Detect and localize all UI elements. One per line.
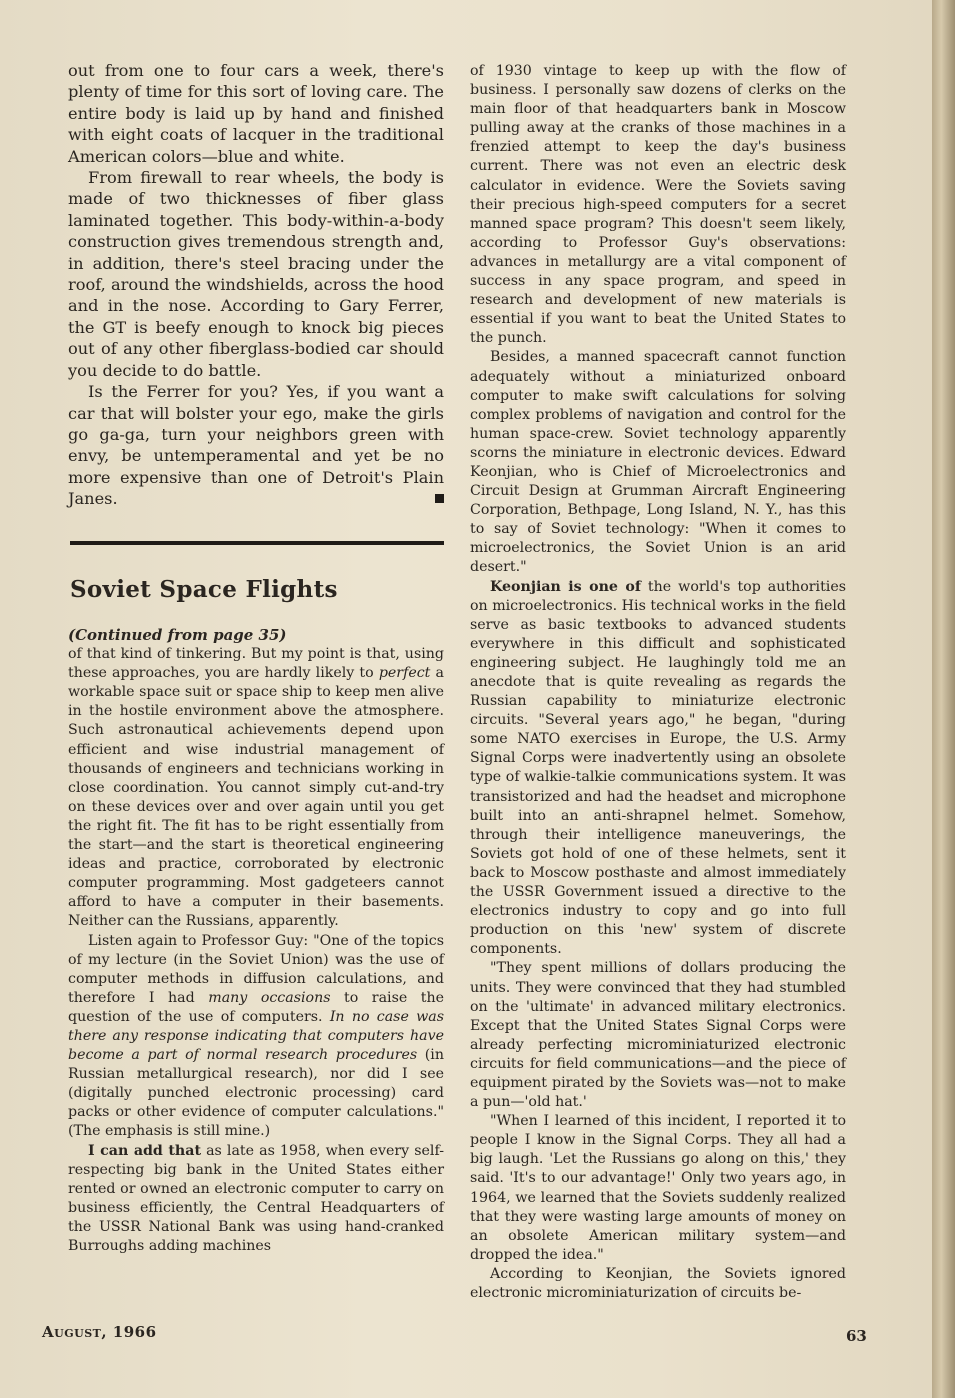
right-paragraph-3-text: the world's top authorities on microelectronics. His technical works in the field serve as basic textbooks to advanced students everywhere in this difficult and sophisticated engineering subject. He laughingly told me an anecdote that is quite revealing as regards the Russian capability to miniaturize electronic circuits. "Several years ago," he began, "during some NATO exercises in Europe, the U.S. Army Signal Corps were inadvertently using an obsolete type of walkie-talkie communications system. It was transistorized and had the headset and microphone built into an anti-shrapnel helmet. Somehow, through their intelligence maneuverings, the Soviets got hold of one of these helmets, sent it back to Moscow posthaste and almost immediately the USSR Government issued a directive to the electronics industry to copy and go into full production on this 'new' system of discrete components.	[470, 578, 846, 958]
left-column-article	[68, 626, 444, 1256]
continued-note: (Continued from page 35)	[68, 626, 287, 644]
text-run: many occasions	[208, 989, 331, 1006]
article-divider	[70, 541, 444, 545]
left-column-top	[68, 60, 444, 510]
article-headline: Soviet Space Flights	[70, 576, 338, 603]
text-run: (in Russian metallurgical research), nor did I see (digitally punched electronic processing) card packs or other evidence of computer calculations." (The emphasis is still mine.)	[68, 1047, 444, 1140]
right-paragraph-2: Besides, a manned spacecraft cannot function adequately without a miniaturized onboard computer to make swift calculations for solving complex problems of navigation and control for the human space-crew. Soviet technology apparently scorns the miniature in electronic devices. Edward Keonjian, who is Chief of Microelectronics and Circuit Design at Grumman Aircraft Engineering Corporation, Bethpage, Long Island, N. Y., has this to say of Soviet technology: "When it comes to microelectronics, the Soviet Union is an arid desert."	[470, 349, 846, 576]
right-paragraph-5: "When I learned of this incident, I reported it to people I know in the Signal Corps. They all had a big laugh. 'Let the Russians go along on this,' they said. 'It's to our advantage!' Only two years ago, in 1964, we learned that the Soviets suddenly realized that they were wasting large amounts of money on an obsolete American military system—and dropped the idea."	[470, 1113, 846, 1263]
article-paragraph-1	[68, 645, 444, 931]
article-paragraph-3	[68, 1142, 444, 1257]
text-run: of that kind of tinkering. But my point is that, using these approaches, you are hardly likely to	[68, 646, 444, 682]
car-paragraph-3	[68, 381, 444, 509]
right-paragraph-4: "They spent millions of dollars producing the units. They were convinced that they had stumbled on the 'ultimate' in advanced military electronics. Except that the United States Signal Corps were already perfecting microminiaturized electronic circuits for field communications—and the piece of equipment pirated by the Soviets was—not to make a pun—'old hat.'	[470, 960, 846, 1111]
text-run: In no case was there any response indicating that computers have become a part of normal research procedures	[68, 1008, 444, 1064]
text-run: I can add that	[88, 1142, 201, 1159]
page-edge	[932, 0, 955, 1398]
text-run: a workable space suit or space ship to keep men alive in the hostile environment above the atmosphere. Such astronautical achievements depend upon efficient and wise industrial management of thousands of engineers and technicians working in close coordination. You cannot simply cut-and-try on these devices over and over again until you get the right fit. The fit has to be right essentially from the start—and the start is theoretical engineering ideas and practice, corroborated by electronic computer programming. Most gadgeteers cannot afford to have a computer in their basements. Neither can the Russians, apparently.	[68, 665, 444, 930]
text-run: as late as 1958, when every self-respecting big bank in the United States either rented or owned an electronic computer to carry on business efficiently, the Central Headquarters of the USSR National Bank was using hand-cranked Burroughs adding machines	[68, 1142, 444, 1254]
page-number: 63	[846, 1327, 867, 1345]
car-paragraph-3-text: Is the Ferrer for you? Yes, if you want a car that will bolster your ego, make the girls go ga-ga, turn your neighbors green with envy, be untemperamental and yet be no more expensive than one of Detroit's Plain Janes.	[68, 382, 444, 509]
right-paragraph-6: According to Keonjian, the Soviets ignored electronic microminiaturization of circuits be-	[470, 1265, 846, 1301]
right-column	[470, 62, 846, 1303]
car-paragraph-2: From firewall to rear wheels, the body is made of two thicknesses of fiber glass laminated together. This body-within-a-body construction gives tremendous strength and, in addition, there's steel bracing under the roof, around the windshields, across the hood and in the nose. According to Gary Ferrer, the GT is beefy enough to knock big pieces out of any other fiberglass-bodied car should you decide to do battle.	[68, 168, 444, 380]
text-run: to raise the question of the use of computers.	[68, 989, 444, 1025]
right-paragraph-3-lead: Keonjian is one of	[490, 578, 641, 595]
car-paragraph-1: out from one to four cars a week, there's plenty of time for this sort of loving care. The entire body is laid up by hand and finished with eight coats of lacquer in the traditional American colors—blue and white.	[68, 61, 444, 166]
right-paragraph-1: of 1930 vintage to keep up with the flow of business. I personally saw dozens of clerks on the main floor of that headquarters bank in Moscow pulling away at the cranks of those machines in a frenzied attempt to keep the day's business current. There was not even an electric desk calculator in evidence. Were the Soviets saving their precious high-speed computers for a secret manned space program? This doesn't seem likely, according to Professor Guy's observations: advances in metallurgy are a vital component of success in any space program, and speed in research and development of new materials is essential if you want to beat the United States to the punch.	[470, 63, 846, 347]
text-run: Listen again to Professor Guy: "One of the topics of my lecture (in the Soviet Union) was the use of computer methods in diffusion calculations, and therefore I had	[68, 932, 444, 1006]
right-paragraph-3	[470, 578, 846, 960]
article-paragraph-2	[68, 932, 444, 1142]
text-run: perfect	[378, 665, 431, 682]
issue-date: August, 1966	[42, 1323, 157, 1341]
end-of-article-mark	[435, 494, 444, 503]
